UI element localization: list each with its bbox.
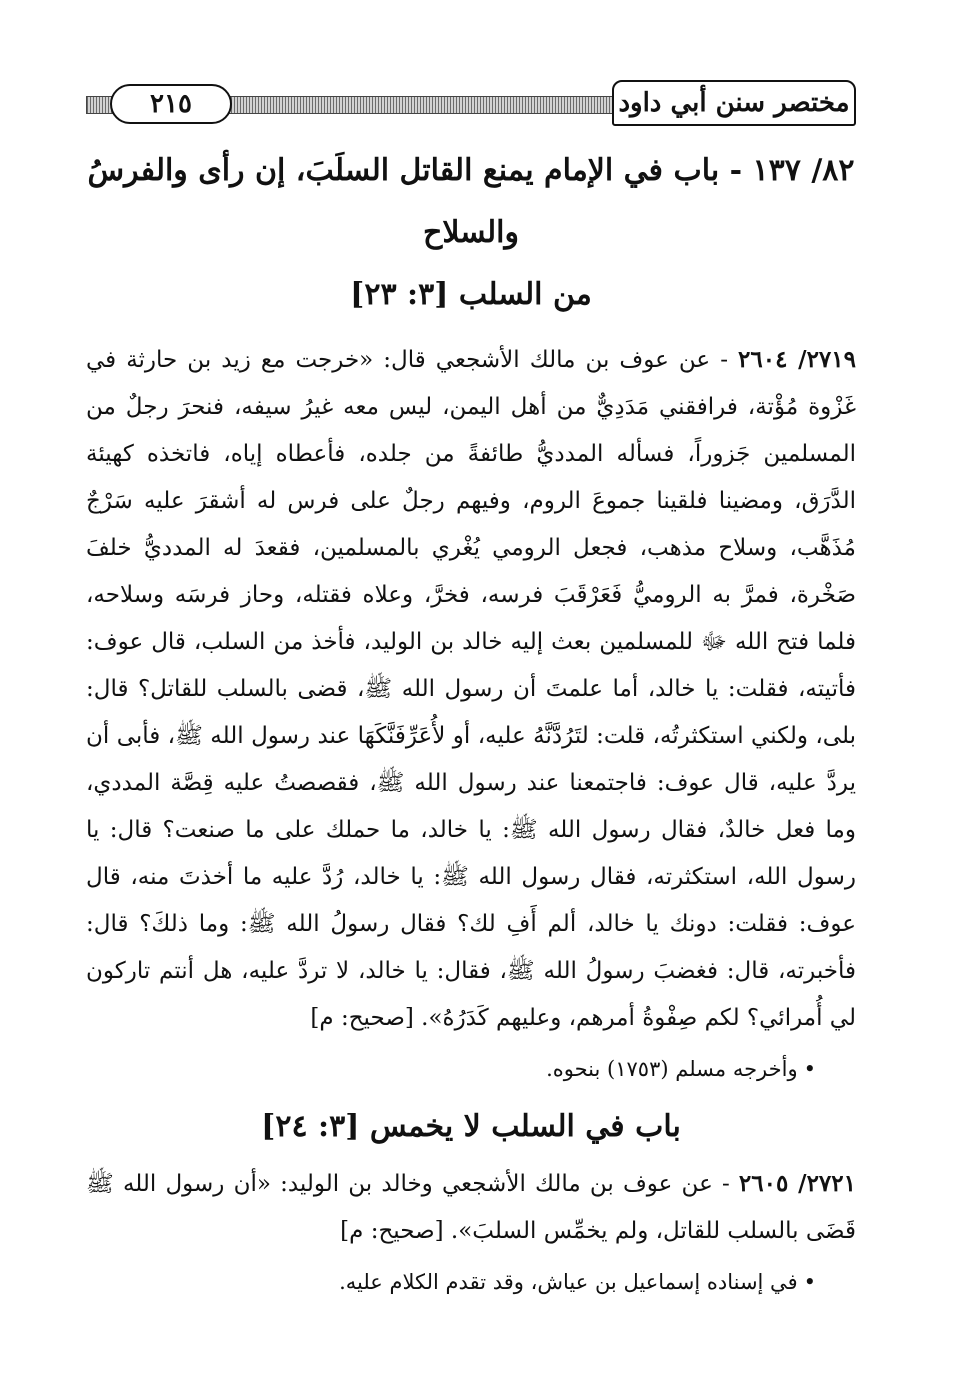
- hadith-text: - عن عوف بن مالك الأشجعي وخالد بن الوليد: «أن رسول الله ﷺ قَضَى بالسلب للقاتل، ولم يخمِّس السلبَ». [صحيح: م]: [86, 1171, 856, 1244]
- hadith-number: ٢٧٢١/ ٢٦٠٥: [738, 1170, 856, 1197]
- chapter-section-1: [86, 140, 856, 1092]
- chapter-title-line-1: باب في السلب لا يخمس [٣: ٢٤]: [261, 1109, 681, 1144]
- page-header: [86, 80, 856, 130]
- hadith-number: ٢٧١٩/ ٢٦٠٤: [738, 346, 856, 373]
- bullet-icon: •: [803, 1270, 816, 1294]
- book-title: مختصر سنن أبي داود: [612, 80, 856, 126]
- chapter-section-2: [86, 1096, 856, 1305]
- chapter-title: [86, 140, 856, 326]
- chapter-title-line-2: من السلب [٣: ٢٣]: [350, 277, 592, 312]
- hadith-note: [86, 1046, 816, 1092]
- page-number: ٢١٥: [110, 84, 232, 124]
- hadith-text: - عن عوف بن مالك الأشجعي قال: «خرجت مع زيد بن حارثة في غَزْوة مُؤْتة، فرافقني مَدَدِيٌّ من أهل اليمن، ليس معه غيرُ سيفه، فنحرَ رجلٌ من المسلمين جَزوراً، فسأله المدديُّ طائفةً من جلده، فأعطاه إياه، فاتخذه كهيئة الدَّرَق، ومضينا فلقينا جموعَ الروم، وفيهم رجلٌ على فرس له أشقرَ عليه سَرْجٌ مُذَهَّب، وسلاح مذهب، فجعل الرومي يُغْري بالمسلمين، فقعدَ له المدديُّ خلفَ صَخْرة، فمرَّ به الروميُّ فَعَرْقَبَ فرسه، فخرَّ، وعلاه فقتله، وحاز فرسَه وسلاحه، فلما فتح الله ﷻ للمسلمين بعث إليه خالد بن الوليد، فأخذ من السلب، قال عوف: فأتيته، فقلت: يا خالد، أما علمتَ أن رسول الله ﷺ، قضى بالسلب للقاتل؟ قال: بلى، ولكني استكثرتُه، قلت: لتَرُدَّنَّهُ عليه، أو لأُعَرِّفَنَّكَهَا عند رسول الله ﷺ، فأبى أن يردَّ عليه، قال عوف: فاجتمعنا عند رسول الله ﷺ، فقصصتُ عليه قِصَّة المددي، وما فعل خالدٌ، فقال رسول الله ﷺ: يا خالد، ما حملك على ما صنعت؟ قال: يا رسول الله، استكثرته، فقال رسول الله ﷺ: يا خالد، رُدَّ عليه ما أخذتَ منه، قال عوف: فقلت: دونك يا خالد، ألم أَفِ لك؟ فقال رسولُ الله ﷺ: وما ذلكَ؟ قال: فأخبرته، قال: فغضبَ رسولُ الله ﷺ، فقال: يا خالد، لا تردَّ عليه، هل أنتم تاركون لي أُمرائي؟ لكم صِفْوةُ أمرهم، وعليهم كَدَرُهُ». [صحيح: م]: [86, 347, 856, 1031]
- chapter-title: [86, 1096, 856, 1158]
- hadith-note: [86, 1259, 816, 1305]
- hadith-paragraph: [86, 336, 856, 1042]
- bullet-icon: •: [803, 1057, 816, 1081]
- hadith-paragraph: [86, 1160, 856, 1255]
- chapter-title-line-1: ٨٢/ ١٣٧ - باب في الإمام يمنع القاتل السلَبَ، إن رأى والفرسُ والسلاح: [87, 153, 855, 250]
- note-text: في إسناده إسماعيل بن عياش، وقد تقدم الكلام عليه.: [339, 1270, 798, 1294]
- note-text: وأخرجه مسلم (١٧٥٣) بنحوه.: [546, 1057, 798, 1081]
- page-content: [86, 140, 856, 1305]
